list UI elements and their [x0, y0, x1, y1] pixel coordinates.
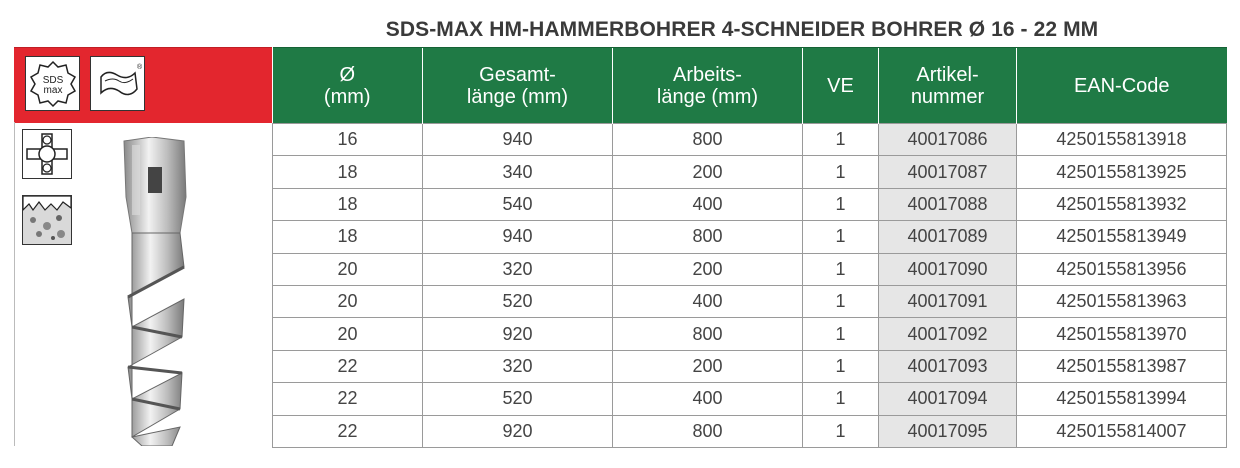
table-row — [273, 188, 1227, 220]
cell-packing-unit: 1 — [803, 350, 879, 382]
cell-working-length: 400 — [613, 188, 803, 220]
cell-packing-unit: 1 — [803, 415, 879, 447]
cell-article-number: 40017093 — [879, 350, 1017, 382]
cell-ean-code: 4250155813956 — [1017, 253, 1227, 285]
cell-packing-unit: 1 — [803, 188, 879, 220]
cell-working-length: 800 — [613, 415, 803, 447]
cell-working-length: 800 — [613, 318, 803, 350]
product-image-panel — [14, 47, 272, 446]
sds-max-shank-icon — [25, 56, 80, 111]
cell-article-number: 40017091 — [879, 285, 1017, 317]
cell-article-number: 40017088 — [879, 188, 1017, 220]
cell-total-length: 320 — [423, 350, 613, 382]
cell-ean-code: 4250155813925 — [1017, 156, 1227, 188]
table-row — [273, 350, 1227, 382]
cell-diameter: 16 — [273, 124, 423, 156]
cell-ean-code: 4250155813949 — [1017, 221, 1227, 253]
cell-diameter: 20 — [273, 318, 423, 350]
cell-diameter: 22 — [273, 350, 423, 382]
product-table — [272, 47, 1227, 448]
cell-article-number: 40017090 — [879, 253, 1017, 285]
concrete-material-icon — [22, 195, 72, 245]
header-packing-unit: VE — [803, 48, 879, 124]
cell-diameter: 18 — [273, 156, 423, 188]
header-article-number: Artikel- nummer — [879, 48, 1017, 124]
table-row — [273, 383, 1227, 415]
cell-ean-code: 4250155813987 — [1017, 350, 1227, 382]
registered-mark: ® — [136, 63, 142, 71]
cell-total-length: 320 — [423, 253, 613, 285]
cell-total-length: 920 — [423, 318, 613, 350]
page-title: SDS-MAX HM-HAMMERBOHRER 4-SCHNEIDER BOHRER Ø 16 - 22 MM — [385, 18, 1099, 41]
table-row — [273, 124, 1227, 156]
cell-diameter: 18 — [273, 188, 423, 220]
cell-packing-unit: 1 — [803, 156, 879, 188]
cell-diameter: 20 — [273, 285, 423, 317]
table-row — [273, 253, 1227, 285]
cell-diameter: 18 — [273, 221, 423, 253]
cell-total-length: 540 — [423, 188, 613, 220]
header-total-length: Gesamt- länge (mm) — [423, 48, 613, 124]
cell-working-length: 400 — [613, 383, 803, 415]
cell-working-length: 400 — [613, 285, 803, 317]
cell-working-length: 200 — [613, 350, 803, 382]
cell-diameter: 22 — [273, 383, 423, 415]
cell-diameter: 22 — [273, 415, 423, 447]
drill-bit-image — [102, 137, 212, 451]
cell-total-length: 920 — [423, 415, 613, 447]
cell-packing-unit: 1 — [803, 383, 879, 415]
cell-working-length: 200 — [613, 253, 803, 285]
cell-ean-code: 4250155813918 — [1017, 124, 1227, 156]
table-row — [273, 415, 1227, 447]
cell-article-number: 40017087 — [879, 156, 1017, 188]
panel-border — [14, 122, 15, 446]
cell-packing-unit: 1 — [803, 221, 879, 253]
table-row — [273, 318, 1227, 350]
four-cutter-head-icon — [22, 129, 72, 179]
max-label: max — [43, 84, 62, 96]
cell-ean-code: 4250155813963 — [1017, 285, 1227, 317]
cell-working-length: 800 — [613, 124, 803, 156]
table-row — [273, 285, 1227, 317]
cell-diameter: 20 — [273, 253, 423, 285]
cell-total-length: 940 — [423, 124, 613, 156]
cell-packing-unit: 1 — [803, 124, 879, 156]
header-ean-code: EAN-Code — [1017, 48, 1227, 124]
cell-total-length: 520 — [423, 285, 613, 317]
sds-label: SDS — [42, 74, 63, 86]
header-working-length: Arbeits- länge (mm) — [613, 48, 803, 124]
table-header-row — [273, 48, 1227, 124]
cell-working-length: 200 — [613, 156, 803, 188]
cell-ean-code: 4250155813970 — [1017, 318, 1227, 350]
cell-working-length: 800 — [613, 221, 803, 253]
shank-type-header — [14, 47, 272, 123]
cell-total-length: 340 — [423, 156, 613, 188]
cell-total-length: 520 — [423, 383, 613, 415]
cell-article-number: 40017089 — [879, 221, 1017, 253]
cell-packing-unit: 1 — [803, 253, 879, 285]
table-row — [273, 221, 1227, 253]
flute-profile-icon — [90, 56, 145, 111]
cell-packing-unit: 1 — [803, 285, 879, 317]
cell-total-length: 940 — [423, 221, 613, 253]
cell-packing-unit: 1 — [803, 318, 879, 350]
cell-article-number: 40017086 — [879, 124, 1017, 156]
cell-ean-code: 4250155814007 — [1017, 415, 1227, 447]
cell-article-number: 40017094 — [879, 383, 1017, 415]
header-diameter: Ø (mm) — [273, 48, 423, 124]
cell-article-number: 40017092 — [879, 318, 1017, 350]
cell-article-number: 40017095 — [879, 415, 1017, 447]
cell-ean-code: 4250155813994 — [1017, 383, 1227, 415]
cell-ean-code: 4250155813932 — [1017, 188, 1227, 220]
table-row — [273, 156, 1227, 188]
